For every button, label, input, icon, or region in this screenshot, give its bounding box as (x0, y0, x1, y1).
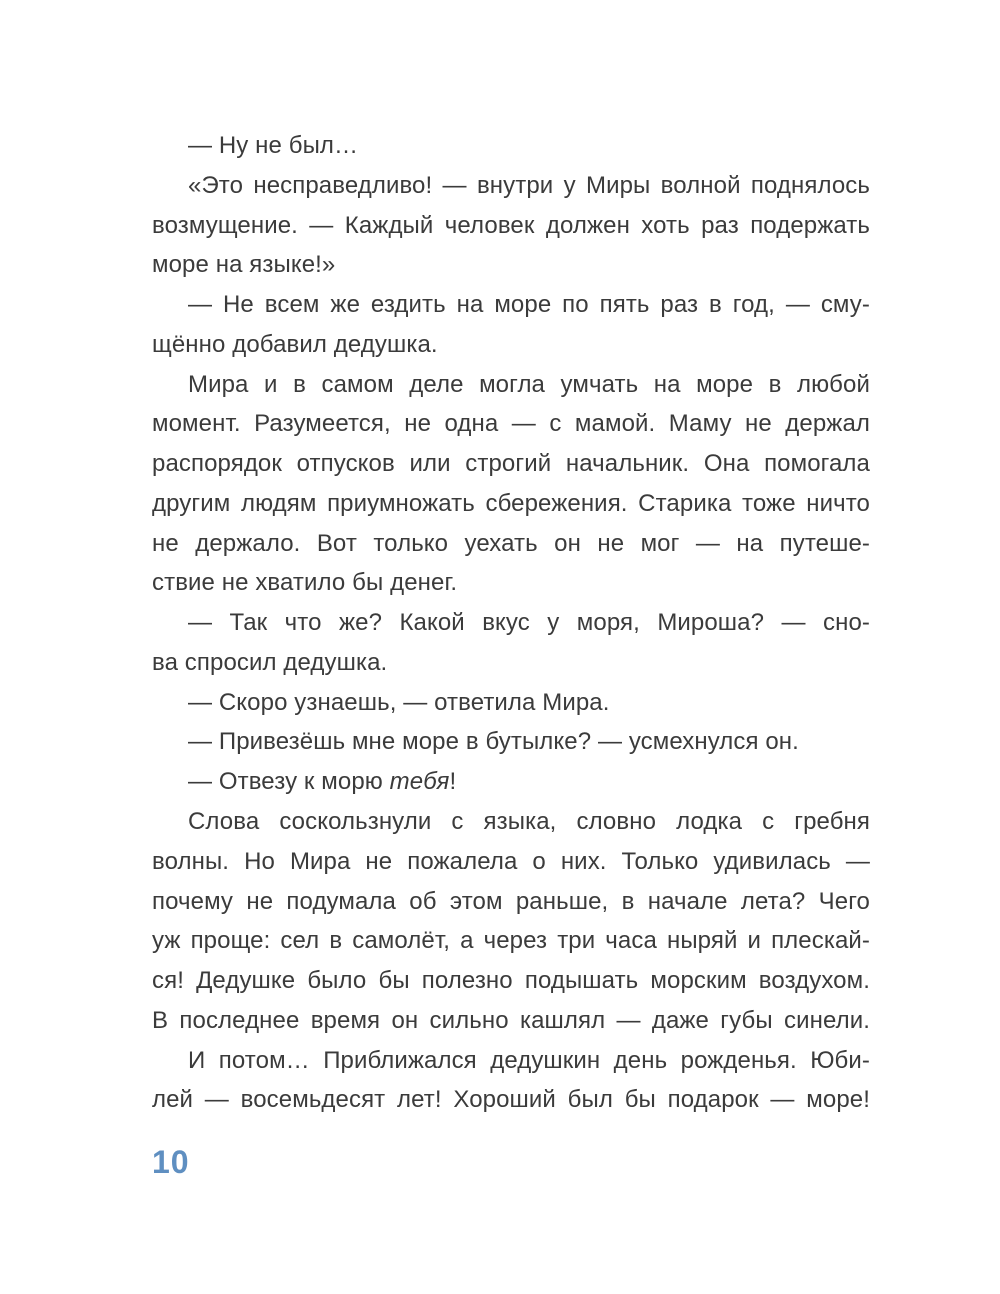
page-text (152, 126, 870, 1120)
italic-word: тебя (389, 768, 450, 796)
text-line (152, 1041, 870, 1081)
text-line (152, 643, 870, 683)
text-line (152, 484, 870, 524)
paragraph (152, 683, 870, 723)
text-segment: «Это несправедливо! — внутри у Миры волной поднялось (188, 171, 870, 199)
text-segment: волны. Но Мира не пожалела о них. Только удивилась — (152, 847, 870, 875)
text-line (152, 404, 870, 444)
text-segment: — Так что же? Какой вкус у моря, Мироша? — сно- (188, 609, 870, 637)
page-number: 10 (152, 1144, 190, 1180)
text-segment: ся! Дедушке было бы полезно подышать морским воздухом. (152, 967, 870, 995)
text-segment: — Отвезу к морю (188, 768, 390, 796)
text-segment: лей — восемьдесят лет! Хороший был бы подарок — море! (152, 1086, 870, 1114)
text-segment: другим людям приумножать сбережения. Старика тоже ничто (152, 489, 870, 517)
text-segment: И потом… Приближался дедушкин день рожденья. Юби- (188, 1046, 870, 1074)
text-segment: море на языке!» (152, 251, 336, 279)
text-segment: почему не подумала об этом раньше, в начале лета? Чего (152, 887, 870, 915)
text-segment: щённо добавил дедушка. (152, 330, 438, 358)
text-segment: — Скоро узнаешь, — ответила Мира. (188, 688, 610, 716)
text-line (152, 921, 870, 961)
text-line (152, 722, 870, 762)
text-line (152, 325, 870, 365)
text-segment: — Ну не был… (188, 132, 359, 159)
text-line (152, 563, 870, 603)
text-line (152, 285, 870, 325)
text-segment: Слова соскользнули с языка, словно лодка с гребня (188, 808, 870, 836)
paragraph (152, 762, 870, 802)
text-line (152, 762, 870, 802)
text-line (152, 245, 870, 285)
paragraph (152, 1041, 870, 1121)
paragraph (152, 603, 870, 683)
text-line (152, 683, 870, 723)
text-line (152, 961, 870, 1001)
paragraph (152, 285, 870, 365)
text-segment: ва спросил дедушка. (152, 648, 388, 676)
text-segment: ствие не хватило бы денег. (152, 569, 458, 597)
text-line (152, 802, 870, 842)
text-segment: Мира и в самом деле могла умчать на море в любой (188, 370, 870, 398)
text-line (152, 444, 870, 484)
text-segment: распорядок отпусков или строгий начальник. Она помогала (152, 450, 870, 478)
paragraph (152, 365, 870, 604)
text-segment: В последнее время он сильно кашлял — даже губы синели. (152, 1006, 870, 1034)
text-line (152, 365, 870, 405)
text-segment: ! (449, 768, 457, 796)
text-segment: возмущение. — Каждый человек должен хоть раз подержать (152, 211, 870, 239)
text-line (152, 1001, 870, 1041)
text-line (152, 166, 870, 206)
text-line (152, 842, 870, 882)
text-segment: уж проще: сел в самолёт, а через три часа ныряй и плескай- (152, 927, 870, 955)
text-line (152, 206, 870, 246)
text-line (152, 126, 870, 166)
paragraph (152, 722, 870, 762)
paragraph (152, 166, 870, 285)
paragraph (152, 802, 870, 1041)
text-segment: момент. Разумеется, не одна — с мамой. Маму не держал (152, 410, 870, 438)
paragraph (152, 126, 870, 166)
text-line (152, 882, 870, 922)
text-segment: — Не всем же ездить на море по пять раз в год, — сму- (188, 291, 870, 319)
text-segment: — Привезёшь мне море в бутылке? — усмехнулся он. (188, 728, 799, 756)
text-line (152, 603, 870, 643)
text-segment: не держало. Вот только уехать он не мог — на путеше- (152, 529, 870, 557)
text-line (152, 1080, 870, 1120)
text-line (152, 524, 870, 564)
